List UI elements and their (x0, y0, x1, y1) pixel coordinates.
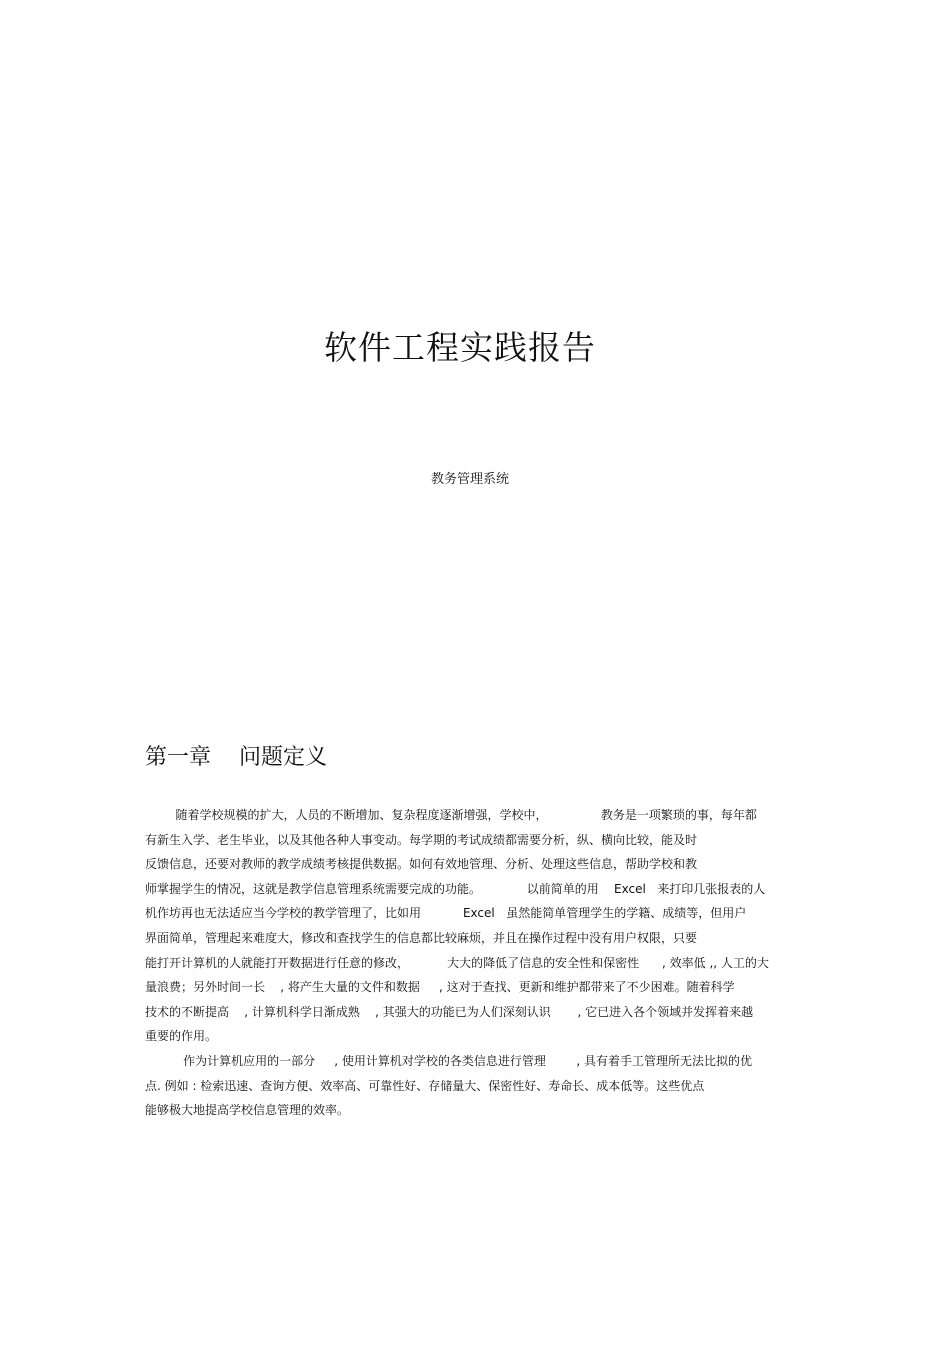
text-line: 反馈信息，还要对教师的教学成绩考核提供数据。如何有效地管理、分析、处理这些信息，帮助学校和教 (145, 857, 698, 872)
text-line: 点. 例如 : 检索迅速、查询方便、效率高、可靠性好、存储量大、保密性好、寿命长、成本低等。这些优点 (145, 1078, 705, 1093)
text-line: 重要的作用。 (145, 1029, 218, 1044)
text-line: 能够极大地提高学校信息管理的效率。 (145, 1103, 350, 1118)
text-line: 界面简单，管理起来难度大，修改和查找学生的信息都比较麻烦，并且在操作过程中没有用户权限，只要 (145, 930, 698, 945)
text-line: 量浪费；另外时间一长 , 将产生大量的文件和数据 , 这对于查找、更新和维护都带来了不少困难。随着科学 (145, 980, 735, 995)
text-line: 能打开计算机的人就能打开数据进行任意的修改， 大大的降低了信息的安全性和保密性 , 效率低 ,, 人工的大 (145, 955, 769, 970)
chapter-heading: 第一章 问题定义 (145, 745, 327, 770)
text-line: 技术的不断提高 , 计算机科学日渐成熟 , 其强大的功能已为人们深刻认识 , 它已进入各个领域并发挥着来越 (145, 1004, 754, 1019)
body-paragraphs (145, 803, 825, 1123)
text-line: 机作坊再也无法适应当今学校的教学管理了，比如用 Excel 虽然能简单管理学生的学籍、成绩等，但用户 (145, 906, 747, 921)
document-title: 软件工程实践报告 (324, 328, 596, 367)
text-line: 随着学校规模的扩大，人员的不断增加、复杂程度逐渐增强，学校中， 教务是一项繁琐的事，每年都 (145, 808, 757, 822)
document-subtitle: 教务管理系统 (430, 472, 509, 487)
text-line: 师掌握学生的情况，这就是教学信息管理系统需要完成的功能。 以前简单的用 Excel 来打印几张报表的人 (145, 881, 766, 896)
text-line: 有新生入学、老生毕业，以及其他各种人事变动。每学期的考试成绩都需要分析，纵、横向比较，能及时 (145, 832, 698, 847)
text-line: 作为计算机应用的一部分 , 使用计算机对学校的各类信息进行管理 , 具有着手工管理所无法比拟的优 (145, 1053, 752, 1068)
